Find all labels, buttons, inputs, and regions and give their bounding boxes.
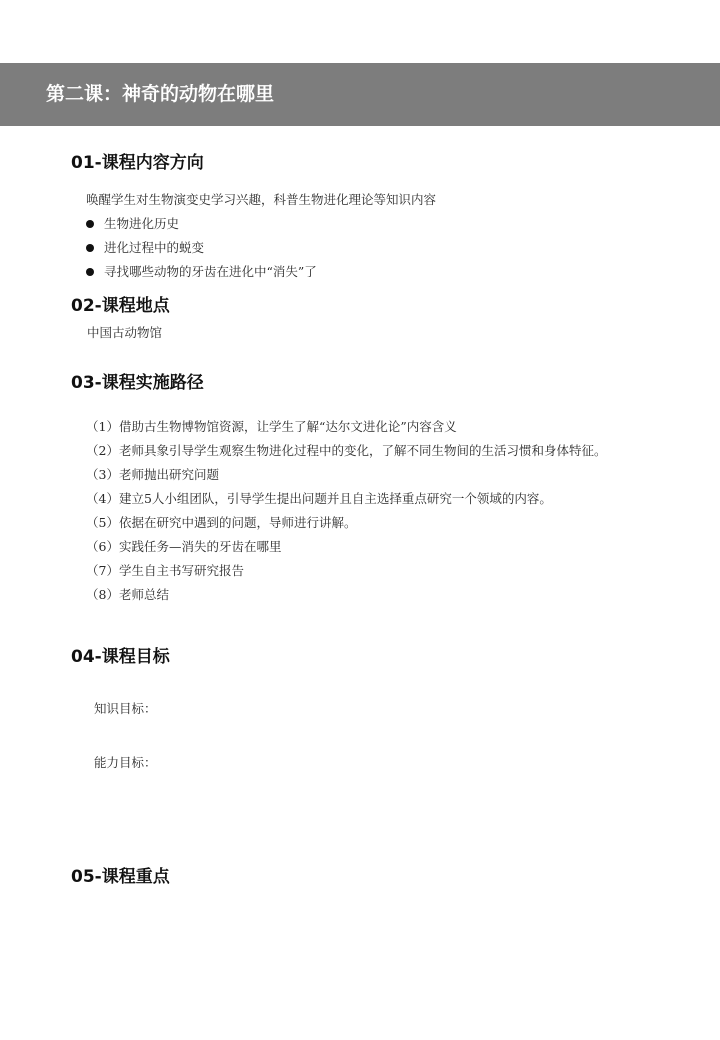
list-item (85, 238, 317, 262)
section-heading-implementation-path: 03-课程实施路径 (71, 373, 204, 393)
section-heading-content-direction: 01-课程内容方向 (71, 153, 204, 173)
content-direction-intro: 唤醒学生对生物演变史学习兴趣，科普生物进化理论等知识内容 (86, 192, 437, 207)
knowledge-goal-label: 知识目标： (94, 701, 157, 716)
section-heading-course-goals: 04-课程目标 (71, 647, 170, 667)
list-item: （3）老师抛出研究问题 (86, 467, 219, 482)
bullet-text: 生物进化历史 (104, 216, 180, 231)
section-heading-course-focus: 05-课程重点 (71, 867, 170, 887)
content-direction-bullet-list (85, 214, 317, 286)
list-item: （7）学生自主书写研究报告 (86, 563, 244, 578)
list-item (85, 262, 317, 286)
bullet-text: 进化过程中的蜕变 (104, 240, 205, 255)
bullet-dot-icon (86, 244, 94, 252)
title-banner (0, 63, 720, 126)
list-item: （2）老师具象引导学生观察生物进化过程中的变化，了解不同生物间的生活习惯和身体特征。 (86, 443, 607, 458)
ability-goal-label: 能力目标： (94, 755, 157, 770)
bullet-dot-icon (86, 268, 94, 276)
bullet-text: 寻找哪些动物的牙齿在进化中“消失”了 (104, 264, 317, 279)
list-item: （8）老师总结 (86, 587, 169, 602)
list-item: （1）借助古生物博物馆资源，让学生了解“达尔文进化论”内容含义 (86, 419, 457, 434)
implementation-steps-list (86, 417, 606, 609)
list-item (85, 214, 317, 238)
location-text: 中国古动物馆 (87, 325, 163, 340)
bullet-dot-icon (86, 220, 94, 228)
list-item: （4）建立5人小组团队，引导学生提出问题并且自主选择重点研究一个领域的内容。 (86, 491, 552, 506)
section-heading-location: 02-课程地点 (71, 296, 170, 316)
list-item: （5）依据在研究中遇到的问题，导师进行讲解。 (86, 515, 357, 530)
list-item: （6）实践任务—消失的牙齿在哪里 (86, 539, 282, 554)
lesson-title: 第二课：神奇的动物在哪里 (46, 83, 275, 105)
